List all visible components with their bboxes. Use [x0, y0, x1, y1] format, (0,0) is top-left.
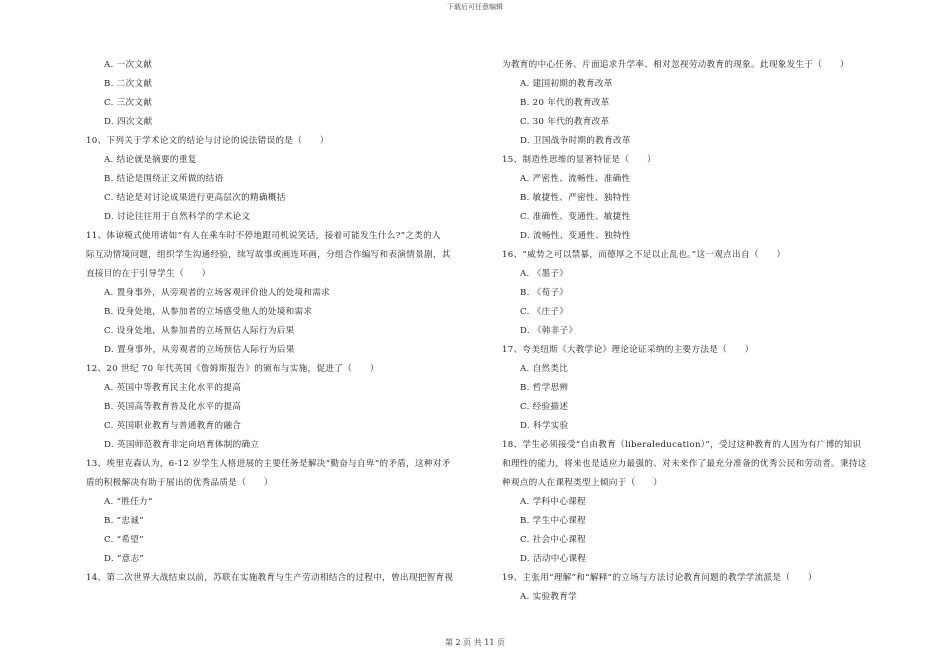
option-line: C. 经验描述 [520, 402, 569, 412]
option-line: B. 《荀子》 [520, 288, 569, 298]
option-line: B. 敏捷性、严密性、独特性 [520, 193, 631, 203]
option-line: A. “胜任力“ [104, 497, 153, 507]
option-line: D. 《韩非子》 [520, 326, 578, 336]
page-footer: 第 2 页 共 11 页 [445, 638, 505, 647]
option-line: D. 英国师范教育非定向培育体制的确立 [104, 440, 260, 450]
option-line: D. “意志” [104, 554, 145, 564]
option-line: D. 四次文献 [104, 117, 153, 127]
option-line: A. 严密性、流畅性、准确性 [520, 174, 631, 184]
question-line: 17、夸美纽斯《大教学论》理论论证采纳的主要方法是（ ） [502, 345, 754, 355]
question-continuation-line: 种观点的人在课程类型上倾向于（ ） [502, 478, 663, 488]
option-line: D. 置身事外，从旁观者的立场预估人际行为后果 [104, 345, 295, 355]
question-continuation-line: 际互动情境问题，组织学生沟通经验，续写故事或画连环画，分组合作编写和表演情景剧，其 [86, 250, 451, 260]
option-line: A. 置身事外，从旁观者的立场客观评价他人的处境和需求 [104, 288, 331, 298]
page-header: 下载后可任意编辑 [447, 3, 503, 11]
question-line: 11、体谅模式使用诸如“有人在乘车时不停地跟司机说笑话，接着可能发生什么?”之类的人 [86, 231, 441, 241]
option-line: A. 一次文献 [104, 60, 153, 70]
option-line: A. 实验教育学 [520, 592, 578, 602]
option-line: C. 三次文献 [104, 98, 153, 108]
option-line: A. 学科中心课程 [520, 497, 586, 507]
option-line: C. 准确性、变通性、敏捷性 [520, 212, 631, 222]
option-line: B. 哲学思辨 [520, 383, 569, 393]
option-line: C. “希望” [104, 535, 144, 545]
option-line: A. 自然类比 [520, 364, 569, 374]
option-line: B. 20 年代的教育改革 [520, 98, 610, 108]
option-line: B. 结论是围绕正文所做的结语 [104, 174, 224, 184]
option-line: B. 二次文献 [104, 79, 153, 89]
option-line: A. 英国中等教育民主化水平的提高 [104, 383, 242, 393]
question-line: 13、埃里克森认为，6-12 岁学生人格进展的主要任务是解决“勤奋与自卑“的矛盾，这种对矛 [86, 459, 451, 469]
option-line: D. 卫国战争时期的教育改革 [520, 136, 631, 146]
question-continuation-line: 盾的积极解决有助于展出的优秀品质是（ ） [86, 478, 273, 488]
option-line: D. 科学实验 [520, 421, 569, 431]
option-line: A. 《墨子》 [520, 269, 569, 279]
option-line: B. 学生中心课程 [520, 516, 587, 526]
option-line: A. 建国初期的教育改革 [520, 79, 613, 89]
option-line: B. 英国高等教育普及化水平的提高 [104, 402, 242, 412]
question-continuation-line: 和理性的能力，将来也是适应力最强的、对未来作了最充分准备的优秀公民和劳动者。秉持这 [502, 459, 867, 469]
question-continuation-line: 直接目的在于引导学生（ ） [86, 269, 211, 279]
question-line: 12、20 世纪 70 年代英国《詹姆斯报告》的颁布与实施，促进了（ ） [86, 364, 379, 374]
question-continuation-line: 为教育的中心任务、片面追求升学率、相对忽视劳动教育的现象。此现象发生于（ ） [502, 60, 849, 70]
option-line: D. 讨论往往用于自然科学的学术论文 [104, 212, 251, 222]
left-column [86, 56, 486, 588]
option-line: D. 活动中心课程 [520, 554, 587, 564]
option-line: C. 《庄子》 [520, 307, 569, 317]
option-line: A. 结论就是摘要的重复 [104, 155, 197, 165]
question-line: 18、学生必须接受“自由教育（liberaleducation）”，受过这种教育的人因为有广博的知识 [502, 440, 862, 450]
option-line: B. 设身处地，从参加者的立场感受他人的处境和需求 [104, 307, 313, 317]
option-line: C. 结论是对讨论成果进行更高层次的精确概括 [104, 193, 286, 203]
option-line: C. 设身处地，从参加者的立场预估人际行为后果 [104, 326, 295, 336]
question-line: 16、“威势之可以禁暴，而德厚之不足以止乱也。”这一观点出自（ ） [502, 250, 786, 260]
question-line: 14、第二次世界大战结束以前，苏联在实施教育与生产劳动相结合的过程中，曾出现把智育视 [86, 573, 454, 583]
option-line: D. 流畅性、变通性、独特性 [520, 231, 631, 241]
question-line: 10、下列关于学术论文的结论与讨论的说法错误的是（ ） [86, 136, 329, 146]
option-line: C. 社会中心课程 [520, 535, 586, 545]
option-line: C. 英国职业教育与普通教育的融合 [104, 421, 242, 431]
option-line: B. “忠诚” [104, 516, 144, 526]
question-line: 15、制造性思维的显著特征是（ ） [502, 155, 656, 165]
option-line: C. 30 年代的教育改革 [520, 117, 610, 127]
question-line: 19、主张用“理解”和“解释”的立场与方法讨论教育问题的教学学流派是（ ） [502, 573, 817, 583]
right-column [502, 56, 912, 607]
